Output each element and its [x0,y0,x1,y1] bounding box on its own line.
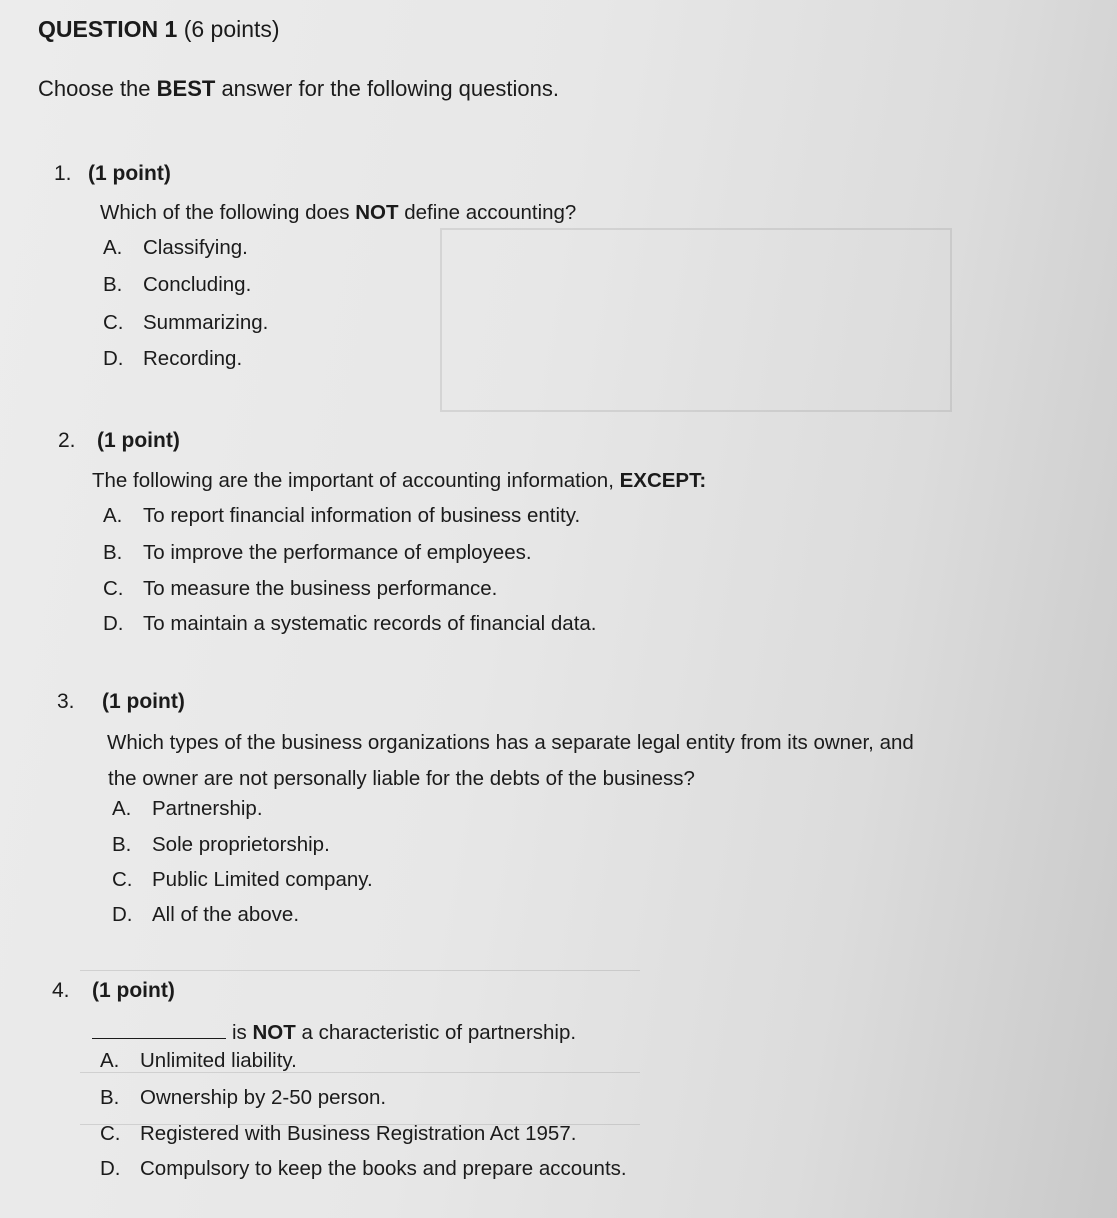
option-letter: A. [103,236,123,259]
option-text: Summarizing. [143,311,269,334]
option-text: Unlimited liability. [140,1049,297,1072]
instruction-before: Choose the [38,76,157,101]
option-letter: D. [100,1157,121,1180]
option-text: Public Limited company. [152,868,373,891]
question-number: 1. [54,162,72,185]
question-points-label: (1 point) [92,979,175,1002]
option-text: Ownership by 2-50 person. [140,1086,387,1109]
option-letter: B. [103,541,123,564]
question-text-bold: NOT [252,1021,296,1044]
option-letter: C. [103,311,124,334]
answer-option[interactable] [112,903,299,927]
option-letter: A. [103,504,123,527]
answer-option[interactable] [103,577,497,601]
answer-option[interactable] [103,273,251,297]
question-text-bold: NOT [355,201,399,224]
answer-option[interactable] [112,868,373,892]
question-text-line: the owner are not personally liable for the debts of the business? [108,767,695,790]
instruction-bold: BEST [156,76,216,101]
answer-option[interactable] [103,236,248,260]
option-text: Recording. [143,347,243,370]
question-points: (6 points) [183,16,280,42]
option-text: Classifying. [143,236,248,259]
option-text: Compulsory to keep the books and prepare accounts. [140,1157,627,1180]
answer-option[interactable] [100,1086,386,1110]
option-letter: C. [112,868,133,891]
question-title: QUESTION 1 [38,16,178,42]
option-text: All of the above. [152,903,300,926]
option-text: Partnership. [152,797,263,820]
option-text: To maintain a systematic records of financial data. [143,612,597,635]
question-text [100,196,576,230]
show-through-box [440,228,952,412]
option-text: Concluding. [143,273,252,296]
question-text-part: a characteristic of partnership. [295,1021,577,1044]
fill-in-blank[interactable] [92,1038,226,1039]
option-letter: B. [100,1086,120,1109]
answer-option[interactable] [100,1049,297,1073]
option-text: To improve the performance of employees. [143,541,532,564]
option-letter: D. [112,903,133,926]
question-text-part: The following are the important of accounting information, [92,469,620,492]
question-text-line: Which types of the business organizations has a separate legal entity from its owner, and [107,731,914,754]
question-number: 2. [58,429,76,452]
option-text: Sole proprietorship. [152,833,330,856]
question-number: 4. [52,979,70,1002]
option-letter: B. [112,833,132,856]
answer-option[interactable] [100,1122,576,1146]
question-points-label: (1 point) [97,429,180,452]
instruction-after: answer for the following questions. [215,76,559,101]
answer-option[interactable] [103,311,268,335]
question-points-label: (1 point) [102,690,185,713]
answer-option[interactable] [100,1157,627,1181]
question-points-label: (1 point) [88,162,171,185]
option-letter: C. [103,577,124,600]
option-text: To measure the business performance. [143,577,498,600]
question-text-bold: EXCEPT: [619,469,707,492]
question-number: 3. [57,690,75,713]
instruction-text [38,76,559,102]
option-letter: A. [100,1049,120,1072]
question-text-part: Which of the following does [100,201,356,224]
answer-option[interactable] [103,504,580,528]
question-text-part: is [232,1021,253,1044]
option-letter: B. [103,273,123,296]
option-letter: D. [103,612,124,635]
show-through-line [80,970,640,971]
question-header [38,16,280,43]
answer-option[interactable] [112,833,330,857]
option-letter: A. [112,797,132,820]
option-text: To report financial information of business entity. [143,504,581,527]
option-letter: C. [100,1122,121,1145]
answer-option[interactable] [103,612,597,636]
answer-option[interactable] [103,347,242,371]
option-text: Registered with Business Registration Act 1957. [140,1122,577,1145]
answer-option[interactable] [112,797,263,821]
answer-option[interactable] [103,541,532,565]
question-text [92,464,706,498]
question-text-part: define accounting? [398,201,577,224]
option-letter: D. [103,347,124,370]
question-text [92,1016,576,1050]
